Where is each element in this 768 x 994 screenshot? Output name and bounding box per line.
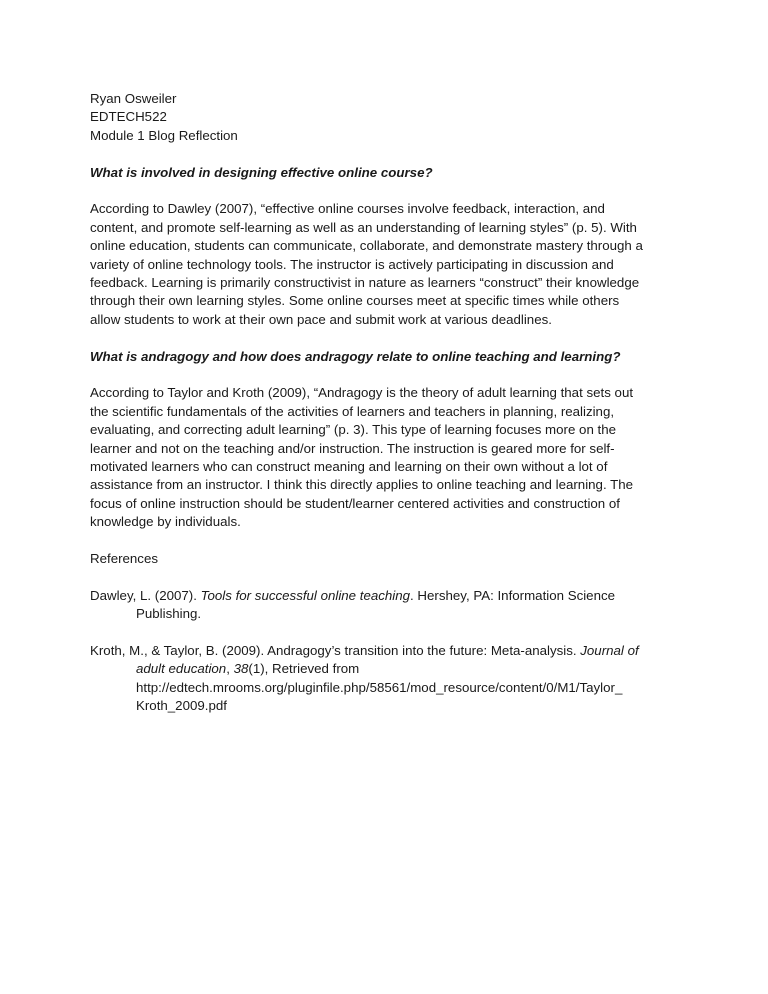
ref1-continuation: Publishing. bbox=[136, 606, 202, 622]
answer-1-line: through their own learning styles. Some online courses meet at specific times while others bbox=[90, 293, 620, 309]
answer-1-line: allow students to work at their own pace and submit work at various deadlines. bbox=[90, 311, 552, 327]
document-page bbox=[90, 90, 680, 716]
ref2-journal: Journal of bbox=[580, 643, 639, 659]
answer-2-line: motivated learners who can construct meaning and learning on their own without a lot of bbox=[90, 459, 608, 475]
answer-1-line: variety of online technology tools. The instructor is actively participating in discussion and bbox=[90, 256, 614, 272]
assignment-title: Module 1 Blog Reflection bbox=[90, 127, 238, 143]
reference-dawley bbox=[90, 587, 680, 624]
answer-2-line: evaluating, and correcting adult learning” (p. 3). This type of learning focuses more on the bbox=[90, 422, 617, 438]
answer-1-line: feedback. Learning is primarily constructivist in nature as learners “construct” their knowledge bbox=[90, 275, 640, 291]
references-heading: References bbox=[90, 551, 158, 567]
ref1-suffix: . Hershey, PA: Information Science bbox=[410, 587, 616, 603]
answer-1-paragraph bbox=[90, 200, 680, 329]
answer-2-paragraph bbox=[90, 384, 680, 531]
ref1-title: Tools for successful online teaching bbox=[200, 587, 411, 603]
ref2-volume: 38 bbox=[233, 661, 249, 677]
question-2: What is andragogy and how does andragogy relate to online teaching and learning? bbox=[90, 348, 621, 364]
answer-2-line: assistance from an instructor. I think this directly applies to online teaching and learning. The bbox=[90, 477, 634, 493]
answer-2-line: the scientific fundamentals of the activities of learners and teachers in planning, realizing, bbox=[90, 403, 615, 419]
reference-kroth bbox=[90, 642, 680, 716]
course-code: EDTECH522 bbox=[90, 109, 167, 125]
ref2-sep: , bbox=[226, 661, 234, 677]
answer-1-line: content, and promote self-learning as well as an understanding of learning styles” (p. 5). With bbox=[90, 219, 637, 235]
ref2-prefix: Kroth, M., & Taylor, B. (2009). Andragogy’s transition into the future: Meta-analysis. bbox=[90, 643, 581, 659]
ref2-url-line-1: http://edtech.mrooms.org/pluginfile.php/58561/mod_resource/content/0/M1/Taylor_ bbox=[136, 679, 623, 695]
question-1: What is involved in designing effective online course? bbox=[90, 164, 433, 180]
answer-2-line: learner and not on the teaching and/or instruction. The instruction is geared more for self- bbox=[90, 440, 615, 456]
answer-2-line: According to Taylor and Kroth (2009), “Andragogy is the theory of adult learning that sets out bbox=[90, 385, 634, 401]
ref1-prefix: Dawley, L. (2007). bbox=[90, 587, 201, 603]
author-name: Ryan Osweiler bbox=[90, 91, 177, 106]
ref2-journal-cont: adult education bbox=[136, 661, 227, 677]
answer-1-line: According to Dawley (2007), “effective online courses involve feedback, interaction, and bbox=[90, 201, 605, 217]
ref2-url-line-2: Kroth_2009.pdf bbox=[136, 698, 227, 714]
answer-2-line: knowledge by individuals. bbox=[90, 514, 241, 530]
answer-1-line: online education, students can communicate, collaborate, and demonstrate mastery through a bbox=[90, 238, 643, 254]
answer-2-line: focus of online instruction should be student/learner centered activities and construction of bbox=[90, 495, 620, 511]
ref2-rest: (1), Retrieved from bbox=[248, 661, 360, 677]
